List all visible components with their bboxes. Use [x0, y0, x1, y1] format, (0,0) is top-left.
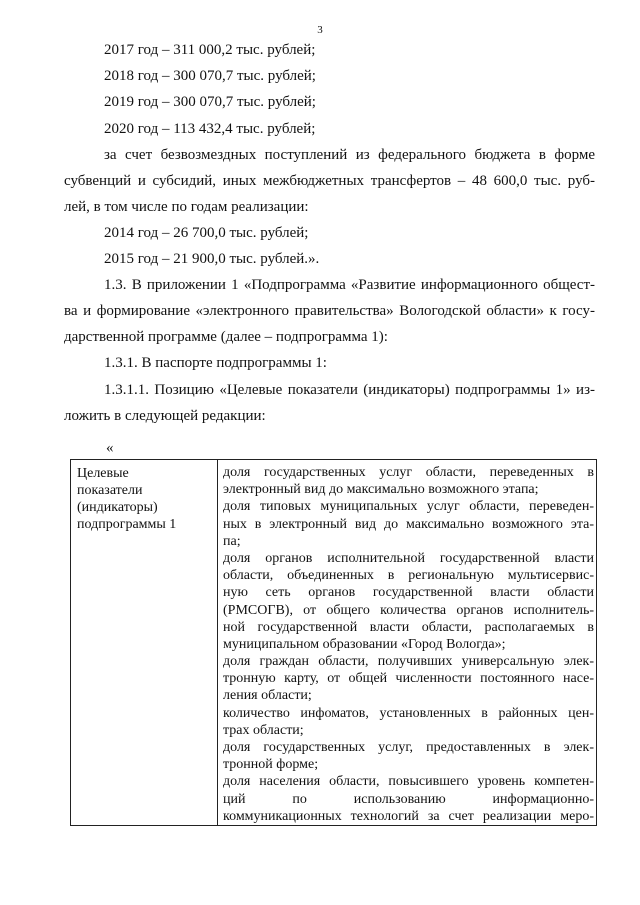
budget-2015-line: 2015 год – 21 900,0 тыс. рублей.».	[104, 251, 320, 267]
position-paragraph-line-2: ложить в следующей редакции:	[64, 408, 266, 424]
indicator-line: ных в электронный вид до максимально возможного эта-	[223, 516, 594, 532]
federal-funding-line-3: лей, в том числе по годам реализации:	[64, 199, 309, 215]
indicator-line: доля органов исполнительной государственной власти	[223, 550, 594, 566]
indicator-line: области, объединенных в региональную мультисервис-	[223, 568, 594, 584]
label-line: (индикаторы)	[77, 500, 158, 515]
federal-funding-line-2: субвенций и субсидий, иных межбюджетных трансфертов – 48 600,0 тыс. руб-	[64, 173, 595, 189]
appendix-paragraph-line-3: дарственной программе (далее – подпрограмма 1):	[64, 329, 388, 345]
appendix-paragraph-line-1: 1.3. В приложении 1 «Подпрограмма «Развитие информационного общест-	[104, 277, 595, 293]
budget-2019-line: 2019 год – 300 070,7 тыс. рублей;	[104, 94, 316, 110]
indicator-line: муниципальном образовании «Город Вологда»;	[223, 636, 506, 652]
label-line: Целевые	[77, 466, 129, 481]
position-paragraph-line-1: 1.3.1.1. Позицию «Целевые показатели (индикаторы) подпрограммы 1» из-	[104, 382, 595, 398]
indicator-line: (РМСОГВ), от общего количества органов исполнитель-	[223, 602, 594, 618]
indicator-line: доля типовых муниципальных услуг области, переведен-	[223, 499, 594, 515]
indicator-line: ций по использованию информационно-	[223, 791, 594, 807]
indicators-table	[70, 459, 597, 826]
indicator-line: доля населения области, повысившего уровень компетен-	[223, 774, 594, 790]
passport-paragraph: 1.3.1. В паспорте подпрограммы 1:	[104, 355, 327, 371]
indicator-line: па;	[223, 533, 241, 549]
federal-funding-line-1: за счет безвозмездных поступлений из федерального бюджета в форме	[104, 147, 595, 163]
table-row	[71, 460, 597, 826]
indicator-line: тронной форме;	[223, 757, 319, 773]
indicator-line: электронный вид до максимально возможного этапа;	[223, 482, 539, 498]
indicator-line: коммуникационных технологий за счет реализации меро-	[223, 808, 594, 824]
indicators-content-cell	[218, 460, 597, 826]
indicator-line: ной государственной власти области, располагаемых в	[223, 619, 594, 635]
indicator-line: доля государственных услуг области, переведенных в	[223, 465, 594, 480]
budget-2018-line: 2018 год – 300 070,7 тыс. рублей;	[104, 68, 316, 84]
indicator-line: ления области;	[223, 688, 312, 704]
indicator-line: ную сеть органов государственной власти области	[223, 585, 594, 601]
indicator-line: количество инфоматов, установленных в районных цен-	[223, 705, 594, 721]
page-number: 3	[317, 24, 323, 36]
label-line: подпрограммы 1	[77, 517, 177, 532]
indicator-line: доля граждан области, получивших универсальную элек-	[223, 654, 594, 670]
opening-quote-mark: «	[106, 440, 114, 456]
indicators-label-cell	[71, 460, 218, 826]
label-line: показатели	[77, 483, 143, 498]
budget-2017-line: 2017 год – 311 000,2 тыс. рублей;	[104, 42, 316, 58]
indicator-line: тронную карту, от общей численности постоянного насе-	[223, 671, 594, 687]
budget-2020-line: 2020 год – 113 432,4 тыс. рублей;	[104, 121, 316, 137]
indicator-line: доля государственных услуг, предоставленных в элек-	[223, 740, 594, 755]
appendix-paragraph-line-2: ва и формирование «электронного правительства» Вологодской области» к госу-	[64, 303, 595, 319]
indicator-line: трах области;	[223, 722, 304, 738]
budget-2014-line: 2014 год – 26 700,0 тыс. рублей;	[104, 225, 309, 241]
